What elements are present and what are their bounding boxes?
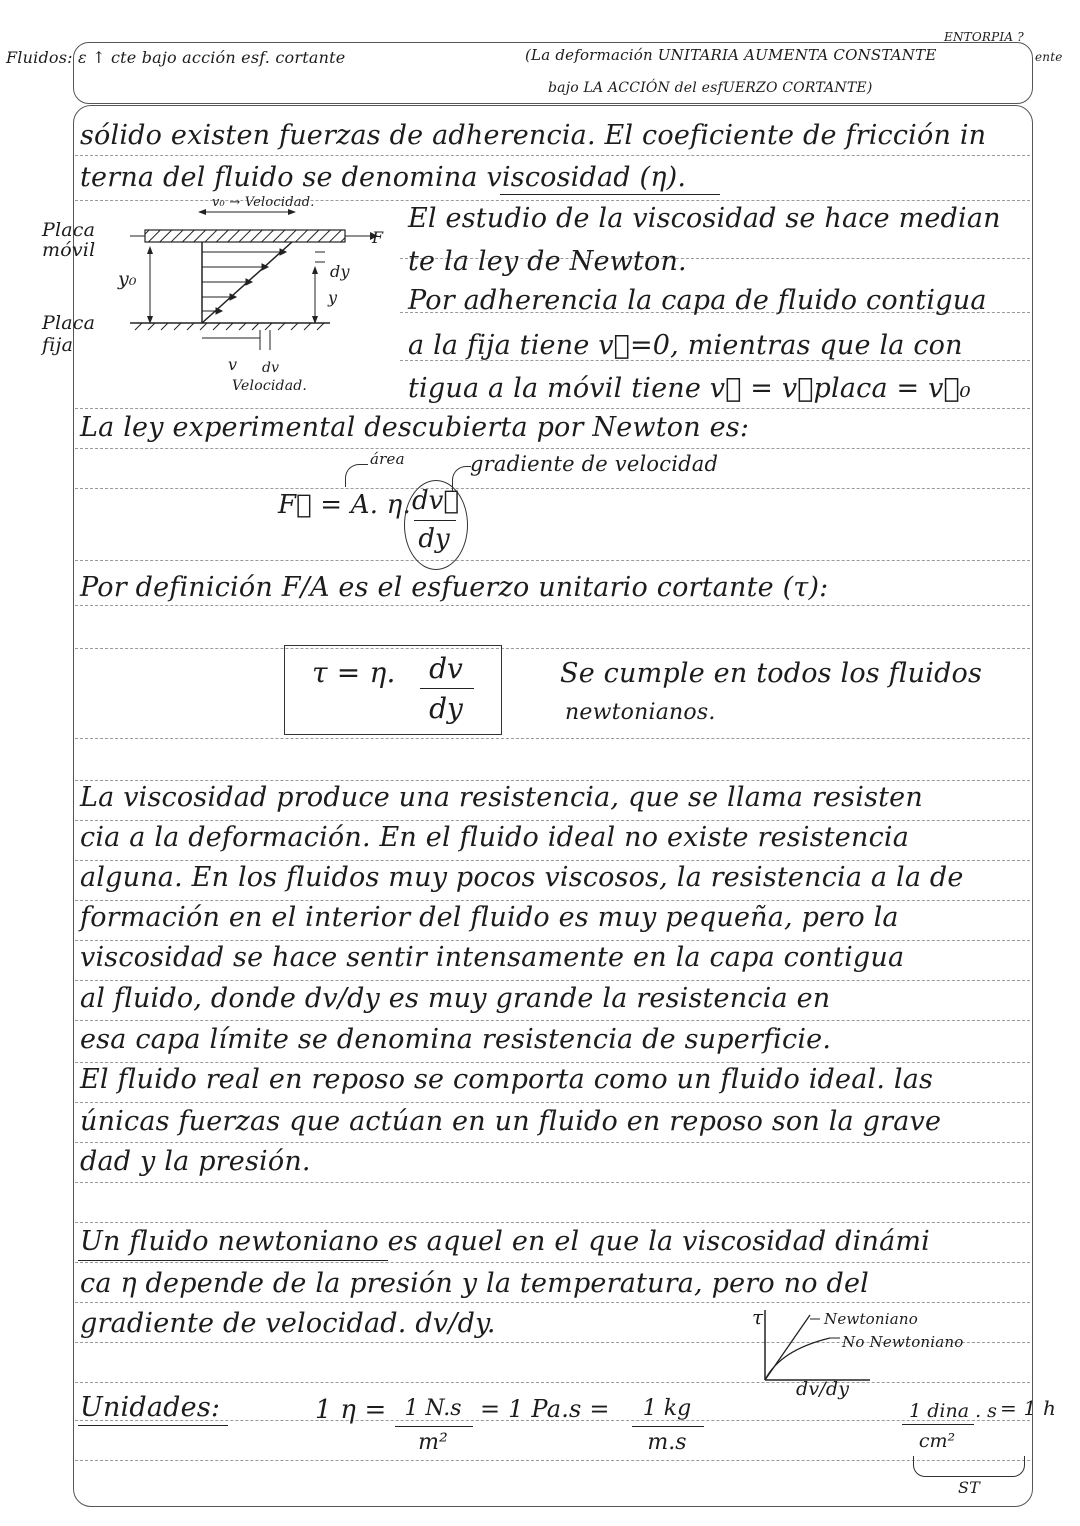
para1-line2: terna del fluido se denomina viscosidad (η). (80, 162, 687, 193)
rule (75, 488, 1030, 489)
units-eq2: = 1 Pa.s = (480, 1395, 610, 1423)
label-velocidad: Velocidad. (232, 378, 308, 394)
header-superscript: ENTORPIA ? (944, 30, 1024, 44)
area-pointer (345, 464, 368, 487)
para3-line9: únicas fuerzas que actúan en un fluido en reposo son la grave (80, 1106, 942, 1137)
para2-line4: a la fija tiene v⃗=0, mientras que la con (408, 330, 963, 361)
moving-plate (145, 230, 345, 242)
label-area: área (370, 450, 405, 468)
units-side-bracket (913, 1456, 1025, 1477)
non-newtonian-curve (765, 1338, 830, 1380)
mini-graph-legend-2: No Newtoniano (842, 1333, 964, 1351)
label-gradient: gradiente de velocidad (470, 452, 719, 476)
newton-law-den: dy (418, 524, 450, 554)
units-frac1-bar (395, 1426, 473, 1427)
fluido-newtoniano-underline (78, 1260, 388, 1261)
units-frac1-num: 1 N.s (404, 1396, 462, 1421)
rule (75, 1262, 1030, 1263)
newton-law-num: dv⃗ (412, 486, 459, 516)
shear-num: dv (429, 652, 463, 685)
para3-line10: dad y la presión. (80, 1146, 311, 1177)
para4-line3: gradiente de velocidad. dv/dy. (80, 1308, 496, 1339)
para3-line6: al fluido, donde dv/dy es muy grande la resistencia en (80, 983, 831, 1014)
units-label: Unidades: (80, 1392, 221, 1423)
rule (75, 648, 1030, 649)
para3-line2: cia a la deformación. En el fluido ideal no existe resistencia (80, 822, 910, 853)
mini-graph-legend-1: Newtoniano (824, 1310, 918, 1328)
para2-line5: tigua a la móvil tiene v⃗ = v⃗placa = v⃗₀ (408, 373, 971, 404)
para3-line3: alguna. En los fluidos muy pocos viscosos, la resistencia a la de (80, 862, 964, 893)
para2-line3: Por adherencia la capa de fluido contigua (408, 285, 987, 316)
units-frac2-bar (632, 1426, 704, 1427)
label-placa-movil: Placa móvil (42, 219, 96, 261)
rule (75, 738, 1030, 739)
shear-lhs: τ = η. (312, 656, 396, 689)
header-paren: (La deformación UNITARIA AUMENTA CONSTANTE (525, 46, 937, 64)
para2-line2: te la ley de Newton. (408, 246, 687, 277)
label-dy: dy (330, 262, 350, 281)
rule (75, 1142, 1030, 1143)
newton-law-fracbar (414, 520, 456, 521)
rule (75, 1222, 1030, 1223)
para3-line8: El fluido real en reposo se comporta como un fluido ideal. las (80, 1064, 934, 1095)
label-placa-fija: Placa fija (42, 312, 96, 356)
rule (75, 940, 1030, 941)
para4-line1: Un fluido newtoniano es aquel en el que la viscosidad dinámi (80, 1226, 931, 1257)
units-side-num: 1 dina . s (909, 1400, 997, 1422)
rule (75, 1182, 1030, 1183)
units-side-bar (902, 1424, 974, 1425)
units-frac2-den: m.s (647, 1430, 687, 1455)
rule (75, 560, 1030, 561)
rule (75, 1460, 1030, 1461)
label-y0: y₀ (118, 268, 137, 290)
viscosidad-underline (500, 194, 720, 195)
rule (75, 1102, 1030, 1103)
definition-note1: Se cumple en todos los fluidos (560, 658, 983, 689)
rule (75, 780, 1030, 781)
para3-line1: La viscosidad produce una resistencia, que se llama resisten (80, 782, 923, 813)
para3-line5: viscosidad se hace sentir intensamente en la capa contigua (80, 942, 905, 973)
rule (75, 448, 1030, 449)
label-v0: v₀ → Velocidad. (212, 195, 315, 210)
units-frac2-num: 1 kg (642, 1396, 692, 1421)
definition-line: Por definición F/A es el esfuerzo unitario cortante (τ): (80, 572, 829, 603)
label-y: y (328, 288, 338, 307)
label-dv: dv (262, 360, 280, 376)
rule (75, 1062, 1030, 1063)
mini-graph-y-label: τ (752, 1305, 764, 1329)
units-label-underline (78, 1425, 228, 1426)
header-dup: ente (1035, 50, 1063, 64)
label-F: F (372, 228, 384, 247)
rule (75, 980, 1030, 981)
shear-fracbar (420, 688, 474, 689)
para3-line4: formación en el interior del fluido es muy pequeña, pero la (80, 902, 899, 933)
units-side-st: ST (958, 1478, 981, 1497)
newton-law-lhs: F⃗ = A. η. (278, 490, 411, 520)
para2-line1: El estudio de la viscosidad se hace median (408, 203, 1001, 234)
rule (75, 900, 1030, 901)
header-paren-2: bajo LA ACCIÓN del esfUERZO CORTANTE) (548, 80, 873, 96)
para3-line7: esa capa límite se denomina resistencia de superficie. (80, 1024, 832, 1055)
units-lhs: 1 η = (315, 1395, 387, 1425)
rule (75, 860, 1030, 861)
rule (75, 408, 1030, 409)
units-side-eq: = 1 h (1000, 1396, 1057, 1420)
shear-den: dy (429, 692, 463, 725)
rule (75, 820, 1030, 821)
rule (75, 155, 1030, 156)
para4-line2: ca η depende de la presión y la temperatura, pero no del (80, 1268, 869, 1299)
mini-graph-x-label: dv/dy (796, 1378, 850, 1400)
fixed-plate-hatch (135, 323, 324, 330)
para1-line1: sólido existen fuerzas de adherencia. El coeficiente de fricción in (80, 120, 987, 151)
newton-law-intro: La ley experimental descubierta por Newton es: (80, 412, 750, 443)
rule (75, 1020, 1030, 1021)
definition-note2: newtonianos. (565, 700, 716, 725)
rule (75, 605, 1030, 606)
header-note: Fluidos: ε ↑ cte bajo acción esf. cortante (6, 48, 346, 67)
units-frac1-den: m² (418, 1430, 448, 1455)
units-side-den: cm² (918, 1430, 956, 1452)
label-v: v (228, 355, 238, 374)
rule (75, 1302, 1030, 1303)
